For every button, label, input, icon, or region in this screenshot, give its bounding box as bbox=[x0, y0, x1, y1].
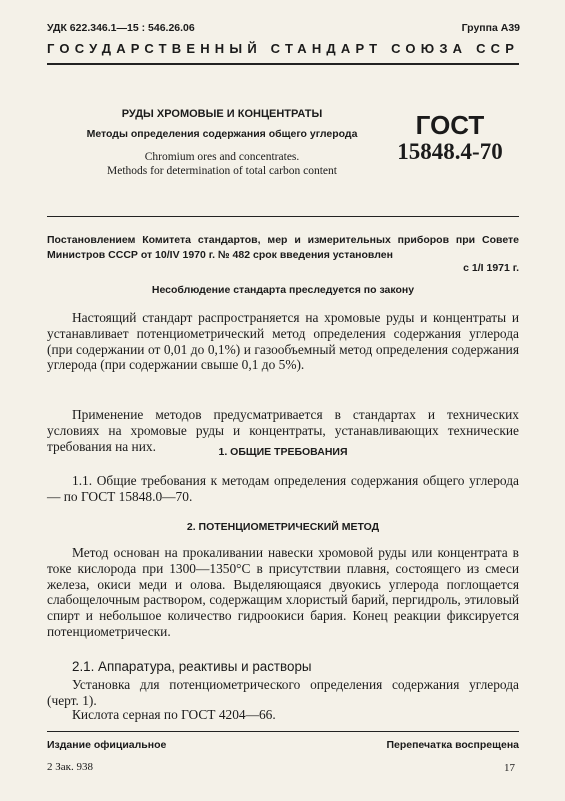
subsection-apparatus: 2.1. Аппаратура, реактивы и растворы bbox=[72, 659, 312, 674]
title-ru-main: РУДЫ ХРОМОВЫЕ И КОНЦЕНТРАТЫ bbox=[121, 108, 323, 120]
section-heading-general: 1. ОБЩИЕ ТРЕБОВАНИЯ bbox=[218, 446, 348, 458]
paragraph-general-requirements: 1.1. Общие требования к методам определения содержания общего углерода — по ГОСТ 15848.0—70. bbox=[47, 473, 519, 504]
mid-divider bbox=[47, 216, 519, 217]
bottom-divider bbox=[47, 731, 519, 732]
group-code: Группа А39 bbox=[461, 22, 520, 34]
legal-notice: Несоблюдение стандарта преследуется по закону bbox=[151, 284, 415, 296]
decree-date: с 1/I 1971 г. bbox=[463, 262, 519, 274]
section-heading-potentiometric: 2. ПОТЕНЦИОМЕТРИЧЕСКИЙ МЕТОД bbox=[186, 521, 380, 533]
title-ru-sub: Методы определения содержания общего углерода bbox=[86, 128, 358, 140]
top-divider bbox=[47, 63, 519, 65]
paragraph-acid: Кислота серная по ГОСТ 4204—66. bbox=[72, 707, 276, 722]
gost-number: 15848.4-70 bbox=[397, 139, 503, 164]
print-order-mark: 2 Зак. 938 bbox=[47, 761, 93, 773]
paragraph-method: Метод основан на прокаливании навески хромовой руды или концентрата в токе кислорода при 1300—1350°С в присутствии плавня, состоящего из смеси железа, окиси меди и олова. Выделяющаяся двуокись углерода поглощается слабощелочным раствором, содержащим хлористый барий, пергидроль, этиловый спирт и небольшое количество гидроокиси бария. Конец реакции фиксируется потенциометрически. bbox=[47, 545, 519, 639]
paragraph-application: Применение методов предусматривается в стандартах и технических условиях на хромовые руды и концентраты, устанавливающих технические требования на них. bbox=[47, 407, 519, 454]
paragraph-scope: Настоящий стандарт распространяется на хромовые руды и концентраты и устанавливает потенциометрический метод определения содержания углерода (при содержании от 0,01 до 0,1%) и газообъемный метод определения содержания углерода (при содержании свыше 0,1 до 5%). bbox=[47, 310, 519, 373]
decree-text: Постановлением Комитета стандартов, мер и измерительных приборов при Совете Министров СССР от 10/IV 1970 г. № 482 срок введения установлен bbox=[47, 234, 519, 261]
footer-official-edition: Издание официальное bbox=[47, 739, 167, 751]
page-number: 17 bbox=[504, 762, 515, 774]
standard-line: ГОСУДАРСТВЕННЫЙ СТАНДАРТ СОЮЗА ССР bbox=[47, 41, 519, 56]
footer-reprint-prohibited: Перепечатка воспрещена bbox=[386, 739, 519, 751]
title-en-line1: Chromium ores and concentrates. bbox=[144, 151, 300, 163]
title-en-line2: Methods for determination of total carbon content bbox=[107, 165, 337, 177]
gost-label: ГОСТ bbox=[415, 110, 485, 140]
udk-code: УДК 622.346.1—15 : 546.26.06 bbox=[47, 22, 195, 34]
paragraph-setup: Установка для потенциометрического определения содержания углерода (черт. 1). bbox=[47, 677, 519, 708]
